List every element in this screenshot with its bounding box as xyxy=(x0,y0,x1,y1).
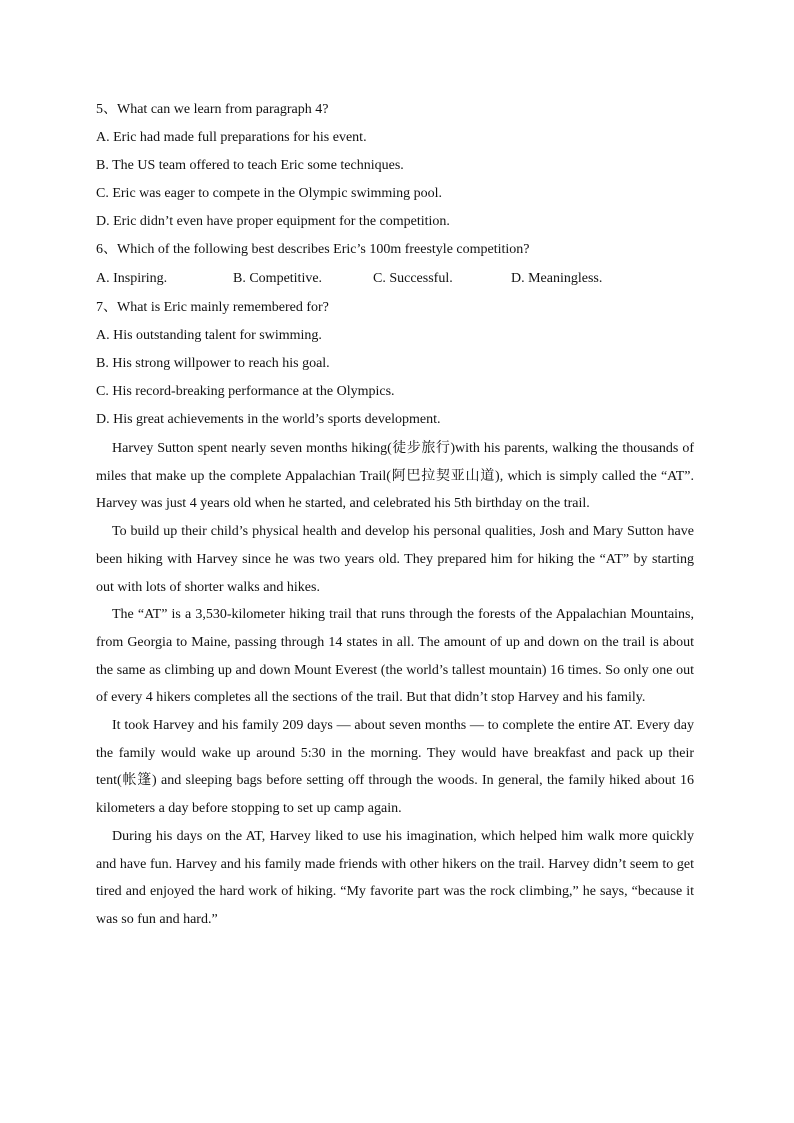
answer-options-row xyxy=(96,264,694,294)
question-5 xyxy=(96,96,694,236)
answer-option: A. Eric had made full preparations for his event. xyxy=(96,130,367,145)
answer-option: D. His great achievements in the world’s sports development. xyxy=(96,412,441,427)
answer-option: C. His record-breaking performance at the Olympics. xyxy=(96,384,395,399)
passage-paragraph: Harvey Sutton spent nearly seven months hiking(徒步旅行)with his parents, walking the thousands of miles that make up the complete Appalachian Trail(阿巴拉契亚山道), which is simply called the “AT”. Harvey was just 4 years old when he started, and celebrated his 5th birthday on the trail. xyxy=(96,441,694,512)
reading-passage xyxy=(96,435,694,934)
question-stem: 5、What can we learn from paragraph 4? xyxy=(96,102,329,117)
answer-option: D. Eric didn’t even have proper equipment for the competition. xyxy=(96,214,450,229)
question-7 xyxy=(96,294,694,434)
document-page xyxy=(96,96,694,934)
passage-paragraph: The “AT” is a 3,530-kilometer hiking trail that runs through the forests of the Appalachian Mountains, from Georgia to Maine, passing through 14 states in all. The amount of up and down on the trail is about the same as climbing up and down Mount Everest (the world’s tallest mountain) 16 times. So only one out of every 4 hikers completes all the sections of the trail. But that didn’t stop Harvey and his family. xyxy=(96,607,694,706)
answer-option: C. Eric was eager to compete in the Olympic swimming pool. xyxy=(96,186,443,201)
answer-option: C. Successful. xyxy=(373,271,453,286)
answer-option: D. Meaningless. xyxy=(511,271,603,286)
answer-option: A. His outstanding talent for swimming. xyxy=(96,328,322,343)
answer-option: B. The US team offered to teach Eric some techniques. xyxy=(96,158,404,173)
passage-paragraph: To build up their child’s physical health and develop his personal qualities, Josh and Mary Sutton have been hiking with Harvey since he was two years old. They prepared him for hiking the “AT” by starting out with lots of shorter walks and hikes. xyxy=(96,524,694,595)
question-stem: 7、What is Eric mainly remembered for? xyxy=(96,300,329,315)
passage-paragraph: During his days on the AT, Harvey liked to use his imagination, which helped him walk more quickly and have fun. Harvey and his family made friends with other hikers on the trail. Harvey didn’t seem to get tired and enjoyed the hard work of hiking. “My favorite part was the rock climbing,” he says, “because it was so fun and hard.” xyxy=(96,828,694,927)
question-6 xyxy=(96,236,694,294)
answer-option: B. Competitive. xyxy=(233,271,323,286)
answer-option: A. Inspiring. xyxy=(96,271,168,286)
passage-paragraph: It took Harvey and his family 209 days — about seven months — to complete the entire AT. Every day the family would wake up around 5:30 in the morning. They would have breakfast and pack up their tent(帐篷) and sleeping bags before setting off through the woods. In general, the family hiked about 16 kilometers a day before stopping to set up camp again. xyxy=(96,718,694,817)
question-stem: 6、Which of the following best describes Eric’s 100m freestyle competition? xyxy=(96,242,530,257)
answer-option: B. His strong willpower to reach his goal. xyxy=(96,356,330,371)
